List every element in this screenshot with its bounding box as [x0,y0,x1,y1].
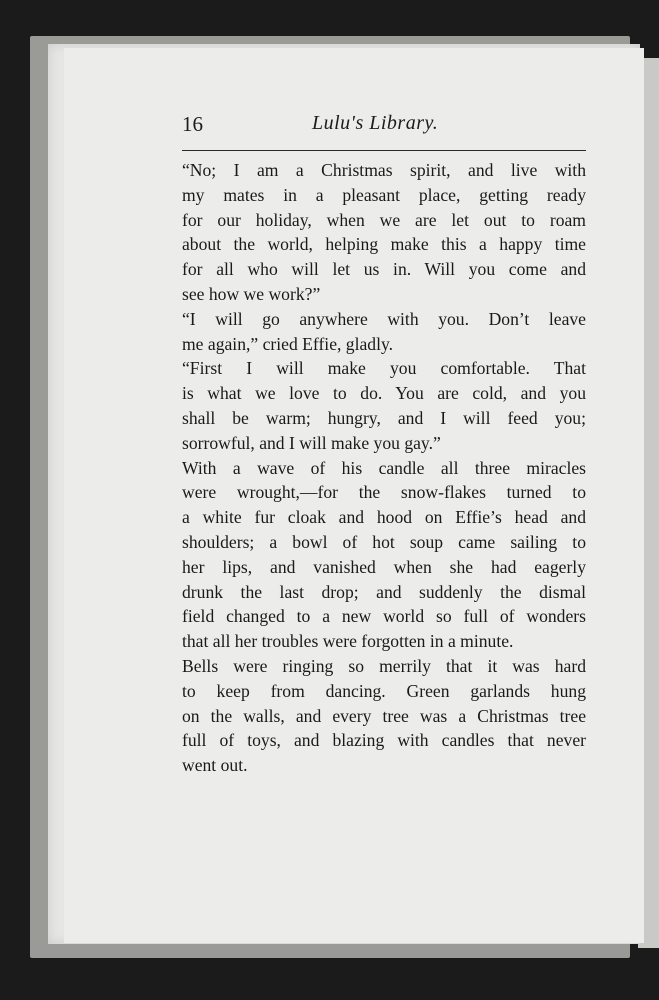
text-line: “First I will make you comfortable. That [182,358,586,379]
page-header [182,112,586,140]
text-line: her lips, and vanished when she had eagerly [182,556,586,577]
text-line: “No; I am a Christmas spirit, and live with [182,160,586,180]
text-line: full of toys, and blazing with candles that never [182,730,586,751]
paragraph [182,654,586,778]
text-line: shall be warm; hungry, and I will feed you; [182,407,586,428]
text-line: Bells were ringing so merrily that it was hard [182,655,586,676]
text-line: field changed to a new world so full of wonders [182,606,586,627]
paragraph [182,356,586,455]
text-line: shoulders; a bowl of hot soup came sailing to [182,531,586,552]
paragraph [182,456,586,654]
text-line: a white fur cloak and hood on Effie’s head and [182,507,586,528]
text-line: about the world, helping make this a happy time [182,234,586,255]
page-number: 16 [182,112,203,136]
text-line: for all who will let us in. Will you come and [182,259,586,280]
text-line: that all her troubles were forgotten in a minute. [182,631,514,652]
text-line: With a wave of his candle all three miracles [182,457,586,478]
text-line: were wrought,—for the snow-flakes turned to [182,482,586,503]
text-line: is what we love to do. You are cold, and you [182,383,586,404]
text-line: sorrowful, and I will make you gay.” [182,432,441,453]
text-line: to keep from dancing. Green garlands hung [182,680,586,701]
paragraph [182,158,586,307]
text-line: went out. [182,755,248,776]
text-line: on the walls, and every tree was a Christmas tree [182,705,586,726]
text-line: drunk the last drop; and suddenly the dismal [182,581,586,602]
text-line: “I will go anywhere with you. Don’t leave [182,308,586,329]
paragraph [182,307,586,357]
text-line: for our holiday, when we are let out to roam [182,209,586,230]
running-title: Lulu's Library. [312,112,439,134]
header-rule [182,150,586,151]
body-text [182,158,586,778]
text-line: my mates in a pleasant place, getting ready [182,184,586,205]
text-line: see how we work?” [182,283,321,304]
text-line: me again,” cried Effie, gladly. [182,333,394,354]
